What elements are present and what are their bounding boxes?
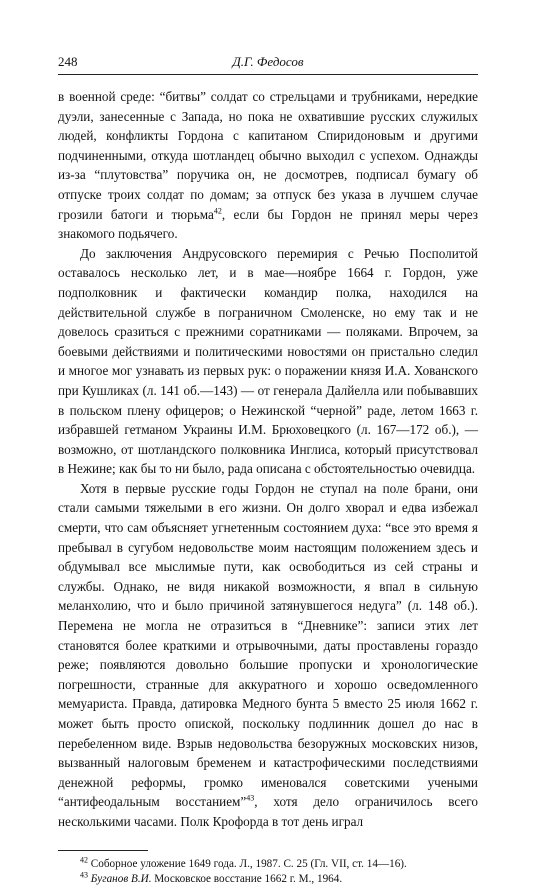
page-header xyxy=(58,50,478,70)
paragraph-3 xyxy=(58,479,478,832)
book-page xyxy=(58,50,478,885)
footnote-number: 42 xyxy=(80,854,88,864)
paragraph-1 xyxy=(58,87,478,244)
paragraph-3-text-b: , хотя дело ограничилось всего несколькими часами. Полк Крофорда в тот день играл xyxy=(58,794,478,829)
main-text xyxy=(58,87,478,832)
paragraph-1-text-b: , если бы Гордон не принял меры через знакомого подьячего. xyxy=(58,206,478,242)
footnote-text: Соборное уложение 1649 года. Л., 1987. С. 25 (Гл. VII, ст. 14—16). xyxy=(90,857,407,870)
running-head: Д.Г. Федосов xyxy=(232,54,304,69)
footnote-ref-42[interactable]: 42 xyxy=(213,206,222,216)
footnote-42 xyxy=(58,854,478,872)
footnote-ref-43[interactable]: 43 xyxy=(246,793,255,803)
paragraph-2 xyxy=(58,244,478,479)
footnote-text: Московское восстание 1662 г. М., 1964. xyxy=(151,872,343,885)
page-number: 248 xyxy=(58,54,78,69)
footnote-author: Буганов В.И. xyxy=(90,872,152,885)
footnote-43 xyxy=(58,869,478,887)
header-rule xyxy=(58,74,478,75)
footnotes xyxy=(58,854,478,887)
paragraph-3-text-a: Хотя в первые русские годы Гордон не ступал на поле брани, они стали самыми тяжелыми в его жизни. Он долго хворал и едва избежал смерти, что сам объясняет угнетенным состоянием духа: “все это время я пребывал в сугубом недовольстве моим настоящим положением здесь и обдумывал все мыслимые пути, как освободиться из сей страны и службы. Однако, не видя никакой возможности, я впал в сильную меланхолию, что и было причиной затянувшегося недуга” (л. 148 об.). Перемена не могла не отразиться в “Дневнике”: записи этих лет становятся более краткими и отрывочными, даты проставлены гораздо реже; появляются довольно большие пропуски и хронологические погрешности, странные для аккуратного и хорошо осведомленного мемуариста. Правда, датировка Медного бунта 5 вместо 25 июля 1662 г. может быть просто опиской, поскольку подлинник дошел до нас в перебеленном виде. Взрыв недовольства безоружных московских низов, вызванный налоговым бременем и катастрофическими последствиями денежной реформы, громко именовался советскими учеными “антифеодальным восстанием” xyxy=(58,480,478,810)
footnote-number: 43 xyxy=(80,869,88,879)
footnote-rule xyxy=(58,850,148,851)
paragraph-2-text: До заключения Андрусовского перемирия с Речью Посполитой оставалось несколько лет, и в мае—ноябре 1664 г. Гордон, уже подполковник и фактически командир полка, находился на действительной службе в пограничном Смоленске, но ему так и не довелось сразиться с прежними соратниками — поляками. Впрочем, за боевыми действиями и политическими новостями он пристально следил и многое мог узнавать из первых рук: о поражении князя И.А. Хованского при Кушликах (л. 141 об.—143) — от генерала Далйелла или побывавших в польском плену офицеров; о Нежинской “черной” раде, летом 1663 г. избравшей гетманом Украины И.М. Брюховецкого (л. 167—172 об.), — возможно, от шотландского полковника Инглиса, который присутствовал в Нежине; как бы то ни было, рада описана с обстоятельностью очевидца. xyxy=(58,245,478,477)
paragraph-1-text-a: в военной среде: “битвы” солдат со стрельцами и трубниками, нередкие дуэли, занесенные с Запада, но пока не охватившие русских служилых людей, конфликты Гордона с капитаном Спиридоновым и другими подчиненными, откуда шотландец обычно выходил с успехом. Однажды из-за “плутовства” поручика он, не досмотрев, подписал бумагу об отпуске троих солдат по домам; за отпуск без указа в лучшем случае грозили батоги и тюрьма xyxy=(58,89,478,222)
